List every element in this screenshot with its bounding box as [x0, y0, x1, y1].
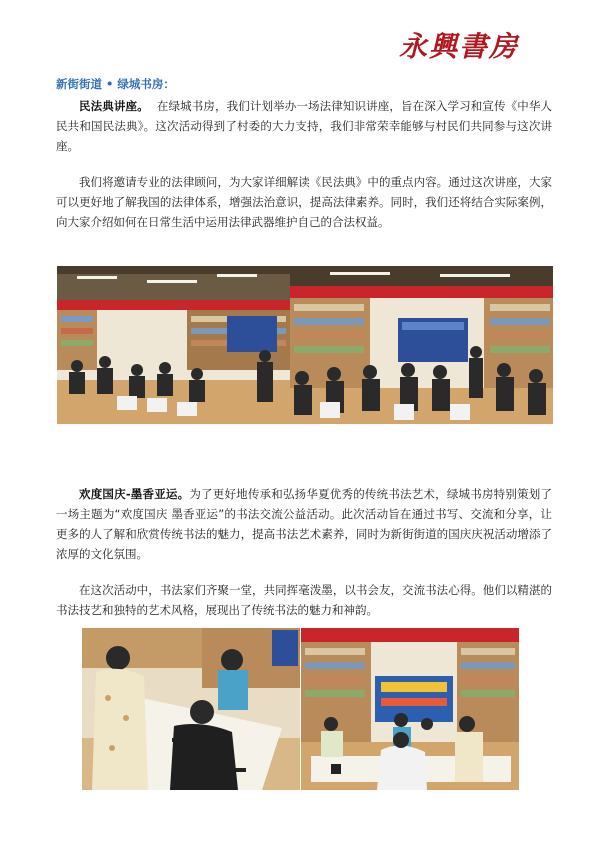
event1-paragraph-1 [56, 96, 552, 156]
event1-paragraph-2: 我们将邀请专业的法律顾问，为大家详细解读《民法典》中的重点内容。通过这次讲座，大家可以更好地了解我国的法律体系，增强法治意识，提高法律素养。同时，我们还将结合实际案例，向大家介绍如何在日常生活中运用法律武器维护自己的合法权益。 [56, 175, 552, 229]
event2-heading: 欢度国庆-墨香亚运。 [79, 487, 190, 501]
event2-paragraph-1 [56, 484, 552, 564]
calligraphy-photo-right [301, 628, 519, 790]
lecture-photo-left [57, 266, 290, 424]
event2-text-1: 为了更好地传承和弘扬华夏优秀的传统书法艺术，绿城书房特别策划了一场主题为“欢度国庆 墨香亚运”的书法交流公益活动。此次活动旨在通过书写、交流和分享，让更多的人了解和欣赏传统书法的魅力，提高书法艺术素养，同时为新街街道的国庆庆祝活动增添了浓厚的文化氛围。 [56, 487, 552, 561]
event2-paragraph-2: 在这次活动中，书法家们齐聚一堂，共同挥毫泼墨，以书会友，交流书法心得。他们以精湛的书法技艺和独特的艺术风格，展现出了传统书法的魅力和神韵。 [56, 583, 552, 617]
event1-heading: 民法典讲座。 [79, 99, 149, 113]
event1-text-1: 在绿城书房，我们计划举办一场法律知识讲座，旨在深入学习和宣传《中华人民共和国民法典》。这次活动得到了村委的大力支持，我们非常荣幸能够与村民们共同参与这次讲座。 [56, 99, 552, 153]
section-title: 新街街道 • 绿城书房： [56, 77, 175, 91]
brand-logo: 永興書房 [399, 30, 520, 63]
calligraphy-photo-left [82, 628, 300, 790]
lecture-photo-right [290, 266, 553, 424]
